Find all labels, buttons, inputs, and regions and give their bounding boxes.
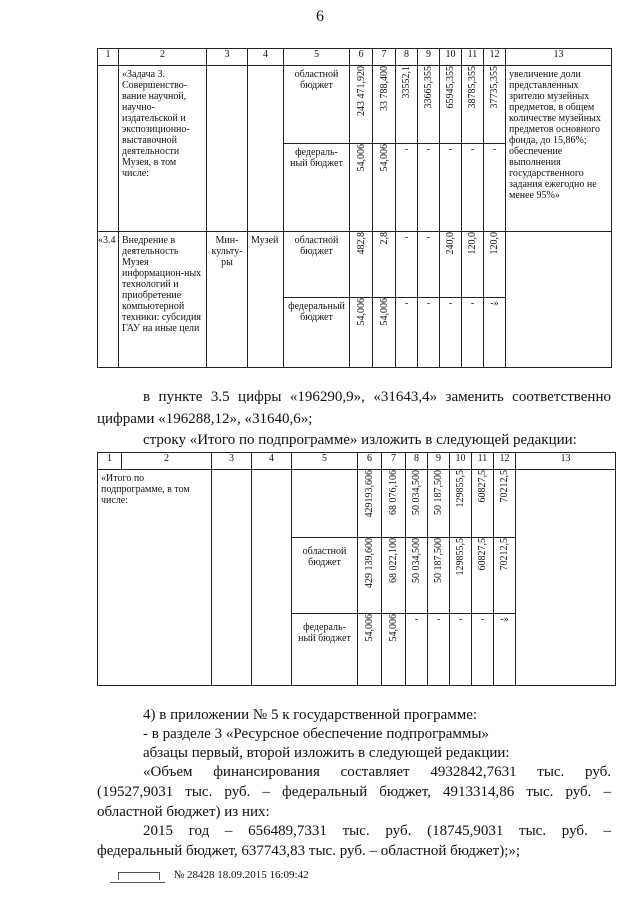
value-cell: - (458, 614, 463, 625)
item-number: «3.4 (98, 235, 116, 246)
table-row (98, 470, 616, 538)
table-header-row (98, 453, 616, 470)
value-cell: 33 788,400 (378, 66, 390, 111)
value-cell: 129855,5 (455, 470, 466, 508)
value-cell: - (492, 144, 497, 155)
value-cell: 482,8 (355, 232, 367, 255)
value-cell: 33552,1 (401, 66, 412, 99)
value-cell: 54,006 (378, 298, 390, 326)
col-header: 7 (373, 49, 396, 66)
item-title: Внедрение в деятельность Музея информацион-ных технологий и приобретение компьютерной техники: субсидия ГАУ на иные цели (122, 235, 202, 334)
value-cell: - (470, 298, 475, 309)
value-cell: 54,006 (388, 614, 399, 642)
col-header: 12 (494, 453, 516, 470)
value-cell: 54,006 (355, 144, 367, 172)
value-cell: - (436, 614, 441, 625)
value-cell: - (480, 614, 485, 625)
budget-source: областной бюджет (294, 235, 339, 257)
col-header: 3 (207, 49, 248, 66)
col-header: 10 (440, 49, 462, 66)
col-header: 3 (212, 453, 252, 470)
line-funding-3: областной бюджет) из них: (97, 804, 270, 820)
col-header: 9 (428, 453, 450, 470)
value-cell: 68 022,100 (388, 538, 399, 583)
government-building-logo (110, 868, 165, 883)
value-cell: - (404, 232, 409, 243)
value-cell: 240,0 (445, 232, 456, 255)
value-cell: 243 471,920 (355, 66, 367, 116)
value-cell: - (448, 298, 453, 309)
value-cell: 33665,355 (423, 66, 434, 109)
col-header: 6 (350, 49, 373, 66)
program-table-2 (97, 452, 616, 686)
value-cell: -» (500, 614, 509, 625)
value-cell: 120,0 (467, 232, 478, 255)
budget-source: областной бюджет (302, 546, 347, 568)
line-funding-1: «Объем финансирования составляет 4932842,7631 тыс. руб. (143, 764, 611, 780)
col-header: 8 (396, 49, 418, 66)
value-cell: 38785,355 (467, 66, 478, 109)
table-header-row (98, 49, 612, 66)
col-header: 13 (516, 453, 616, 470)
value-cell: - (426, 232, 431, 243)
line-appendix-5: 4) в приложении № 5 к государственной программе: (143, 707, 478, 723)
col-header: 6 (358, 453, 382, 470)
value-cell: -» (490, 298, 499, 309)
value-cell: - (426, 298, 431, 309)
budget-source: федеральный бюджет (288, 301, 345, 323)
line-funding-5: федеральный бюджет, 637743,83 тыс. руб. – областной бюджет);»; (97, 843, 521, 859)
value-cell: 60827,5 (477, 470, 488, 503)
line-funding-2: (19527,9031 тыс. руб. – федеральный бюджет, 4913314,86 тыс. руб. – (97, 784, 611, 800)
value-cell: 68 076,106 (388, 470, 399, 515)
budget-source: федераль-ный бюджет (290, 147, 343, 169)
value-cell: 37735,355 (489, 66, 500, 109)
paragraph-amend-3-5-line1: в пункте 3.5 цифры «196290,9», «31643,4» заменить соответственно (143, 389, 611, 405)
value-cell: 54,006 (378, 144, 390, 172)
value-cell: 2,8 (378, 232, 390, 245)
value-cell: 50 034,500 (411, 470, 422, 515)
value-cell: - (404, 298, 409, 309)
value-cell: 54,006 (355, 298, 367, 326)
table-row (98, 66, 612, 144)
value-cell: - (448, 144, 453, 155)
col-header: 7 (382, 453, 406, 470)
col-header: 5 (284, 49, 350, 66)
page-number: 6 (316, 8, 324, 25)
paragraph-amend-3-5-line2: цифрами «196288,12», «31640,6»; (97, 411, 313, 427)
col-header: 1 (98, 49, 119, 66)
item-executor: Мин-культу-ры (211, 235, 243, 268)
col-header: 5 (292, 453, 358, 470)
col-header: 9 (418, 49, 440, 66)
value-cell: 50 187,500 (433, 470, 444, 515)
footer (110, 868, 309, 883)
value-cell: 120,0 (489, 232, 500, 255)
value-cell: 65945,355 (445, 66, 456, 109)
value-cell: 129855,5 (455, 538, 466, 576)
col-header: 2 (119, 49, 207, 66)
value-cell: - (414, 614, 419, 625)
expected-result: увеличение доли представленных зрителю музейных предметов, в общем количестве музейных предметов основного фонда, до 15,86%; обеспечение выполнения государственного задания ежегодно не менее 95%» (509, 69, 601, 201)
doc-datetime: 18.09.2015 16:09:42 (217, 869, 309, 882)
col-header: 2 (122, 453, 212, 470)
item-recipient: Музей (251, 235, 279, 246)
budget-source: областной бюджет (294, 69, 339, 91)
line-paragraphs: абзацы первый, второй изложить в следующей редакции: (143, 745, 510, 761)
doc-number: № 28428 (173, 869, 215, 882)
paragraph-total-row: строку «Итого по подпрограмме» изложить в следующей редакции: (143, 432, 577, 448)
task-title: «Задача 3. Совершенство-вание научной, научно-издательской и экспозиционно-выставочной деятельности Музея, в том числе: (122, 69, 190, 179)
col-header: 4 (248, 49, 284, 66)
program-table-1 (97, 48, 612, 368)
value-cell: 60827,5 (477, 538, 488, 571)
budget-source: федераль-ный бюджет (298, 622, 351, 644)
col-header: 8 (406, 453, 428, 470)
value-cell: - (426, 144, 431, 155)
value-cell: - (404, 144, 409, 155)
col-header: 12 (484, 49, 506, 66)
col-header: 11 (472, 453, 494, 470)
col-header: 11 (462, 49, 484, 66)
value-cell: 50 187,500 (433, 538, 444, 583)
col-header: 4 (252, 453, 292, 470)
line-section-3: - в разделе 3 «Ресурсное обеспечение подпрограммы» (143, 726, 489, 742)
value-cell: 70212,5 (499, 470, 510, 503)
value-cell: 50 034,500 (411, 538, 422, 583)
value-cell: 429 139,600 (364, 538, 375, 588)
table-row (98, 232, 612, 298)
col-header: 13 (506, 49, 612, 66)
col-header: 10 (450, 453, 472, 470)
value-cell: - (470, 144, 475, 155)
value-cell: 70212,5 (499, 538, 510, 571)
total-title: «Итого по подпрограмме, в том числе: (101, 473, 190, 506)
col-header: 1 (98, 453, 122, 470)
value-cell: 54,006 (364, 614, 375, 642)
line-funding-4: 2015 год – 656489,7331 тыс. руб. (18745,9031 тыс. руб. – (143, 823, 611, 839)
value-cell: 429193,606 (364, 470, 375, 518)
